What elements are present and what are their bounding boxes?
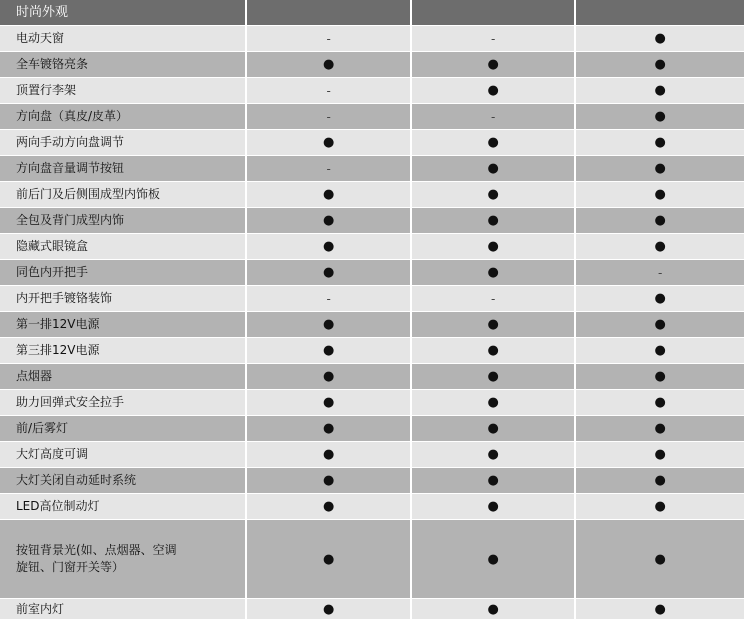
standard-mark: ● bbox=[576, 442, 744, 467]
standard-mark: ● bbox=[576, 338, 744, 363]
table-row bbox=[0, 130, 744, 155]
table-row bbox=[0, 599, 744, 619]
standard-mark: ● bbox=[247, 130, 410, 155]
standard-mark: ● bbox=[576, 390, 744, 415]
standard-mark: ● bbox=[412, 468, 575, 493]
feature-label: 方向盘音量调节按钮 bbox=[0, 156, 245, 181]
table-row bbox=[0, 494, 744, 519]
not-available-mark: - bbox=[247, 104, 410, 129]
table-row bbox=[0, 520, 744, 598]
not-available-mark: - bbox=[247, 78, 410, 103]
feature-label: 顶置行李架 bbox=[0, 78, 245, 103]
table-row bbox=[0, 286, 744, 311]
table-row bbox=[0, 364, 744, 389]
standard-mark: ● bbox=[412, 156, 575, 181]
standard-mark: ● bbox=[412, 260, 575, 285]
table-row bbox=[0, 442, 744, 467]
feature-label: LED高位制动灯 bbox=[0, 494, 245, 519]
standard-mark: ● bbox=[576, 286, 744, 311]
standard-mark: ● bbox=[412, 338, 575, 363]
standard-mark: ● bbox=[576, 52, 744, 77]
feature-label: 方向盘（真皮/皮革） bbox=[0, 104, 245, 129]
feature-label: 全车镀铬亮条 bbox=[0, 52, 245, 77]
standard-mark: ● bbox=[247, 182, 410, 207]
not-available-mark: - bbox=[412, 286, 575, 311]
standard-mark: ● bbox=[576, 104, 744, 129]
feature-label: 两向手动方向盘调节 bbox=[0, 130, 245, 155]
table-row bbox=[0, 52, 744, 77]
standard-mark: ● bbox=[412, 520, 575, 598]
standard-mark: ● bbox=[412, 442, 575, 467]
table-row bbox=[0, 260, 744, 285]
header-cell-trim-2 bbox=[412, 0, 575, 25]
table-row bbox=[0, 234, 744, 259]
standard-mark: ● bbox=[576, 599, 744, 619]
not-available-mark: - bbox=[576, 260, 744, 285]
standard-mark: ● bbox=[576, 156, 744, 181]
feature-label: 第一排12V电源 bbox=[0, 312, 245, 337]
standard-mark: ● bbox=[576, 130, 744, 155]
standard-mark: ● bbox=[576, 468, 744, 493]
standard-mark: ● bbox=[247, 208, 410, 233]
standard-mark: ● bbox=[247, 494, 410, 519]
standard-mark: ● bbox=[247, 442, 410, 467]
feature-label: 前室内灯 bbox=[0, 599, 245, 619]
standard-mark: ● bbox=[576, 234, 744, 259]
standard-mark: ● bbox=[576, 26, 744, 51]
table-row bbox=[0, 468, 744, 493]
feature-label: 大灯关闭自动延时系统 bbox=[0, 468, 245, 493]
table-row bbox=[0, 338, 744, 363]
feature-label: 助力回弹式安全拉手 bbox=[0, 390, 245, 415]
header-cell-trim-3 bbox=[576, 0, 744, 25]
not-available-mark: - bbox=[412, 104, 575, 129]
feature-label: 前后门及后侧围成型内饰板 bbox=[0, 182, 245, 207]
feature-label: 前/后雾灯 bbox=[0, 416, 245, 441]
standard-mark: ● bbox=[412, 234, 575, 259]
section-title: 时尚外观 bbox=[0, 0, 245, 25]
standard-mark: ● bbox=[412, 364, 575, 389]
standard-mark: ● bbox=[576, 182, 744, 207]
standard-mark: ● bbox=[412, 130, 575, 155]
standard-mark: ● bbox=[247, 416, 410, 441]
feature-label: 内开把手镀铬装饰 bbox=[0, 286, 245, 311]
standard-mark: ● bbox=[412, 416, 575, 441]
standard-mark: ● bbox=[247, 260, 410, 285]
standard-mark: ● bbox=[412, 312, 575, 337]
table-row bbox=[0, 208, 744, 233]
not-available-mark: - bbox=[247, 286, 410, 311]
standard-mark: ● bbox=[247, 468, 410, 493]
feature-label: 隐藏式眼镜盒 bbox=[0, 234, 245, 259]
table-row bbox=[0, 312, 744, 337]
feature-label: 全包及背门成型内饰 bbox=[0, 208, 245, 233]
table-header-row bbox=[0, 0, 744, 25]
standard-mark: ● bbox=[247, 52, 410, 77]
feature-label: 按钮背景光(如、点烟器、空调 旋钮、门窗开关等） bbox=[0, 520, 245, 598]
standard-mark: ● bbox=[412, 599, 575, 619]
standard-mark: ● bbox=[412, 52, 575, 77]
standard-mark: ● bbox=[247, 390, 410, 415]
table-row bbox=[0, 390, 744, 415]
standard-mark: ● bbox=[412, 494, 575, 519]
standard-mark: ● bbox=[247, 599, 410, 619]
feature-label: 电动天窗 bbox=[0, 26, 245, 51]
standard-mark: ● bbox=[247, 364, 410, 389]
feature-label: 同色内开把手 bbox=[0, 260, 245, 285]
standard-mark: ● bbox=[412, 182, 575, 207]
standard-mark: ● bbox=[247, 312, 410, 337]
table-row bbox=[0, 182, 744, 207]
not-available-mark: - bbox=[247, 26, 410, 51]
standard-mark: ● bbox=[576, 208, 744, 233]
table-row bbox=[0, 78, 744, 103]
feature-label: 大灯高度可调 bbox=[0, 442, 245, 467]
standard-mark: ● bbox=[412, 208, 575, 233]
table-row bbox=[0, 26, 744, 51]
standard-mark: ● bbox=[412, 390, 575, 415]
table-row bbox=[0, 104, 744, 129]
table-row bbox=[0, 156, 744, 181]
table-row bbox=[0, 416, 744, 441]
standard-mark: ● bbox=[412, 78, 575, 103]
header-cell-trim-1 bbox=[247, 0, 410, 25]
standard-mark: ● bbox=[247, 234, 410, 259]
standard-mark: ● bbox=[247, 338, 410, 363]
table-body bbox=[0, 26, 744, 619]
standard-mark: ● bbox=[576, 78, 744, 103]
feature-label: 第三排12V电源 bbox=[0, 338, 245, 363]
not-available-mark: - bbox=[412, 26, 575, 51]
standard-mark: ● bbox=[576, 494, 744, 519]
standard-mark: ● bbox=[247, 520, 410, 598]
standard-mark: ● bbox=[576, 416, 744, 441]
standard-mark: ● bbox=[576, 520, 744, 598]
feature-label: 点烟器 bbox=[0, 364, 245, 389]
standard-mark: ● bbox=[576, 364, 744, 389]
not-available-mark: - bbox=[247, 156, 410, 181]
standard-mark: ● bbox=[576, 312, 744, 337]
